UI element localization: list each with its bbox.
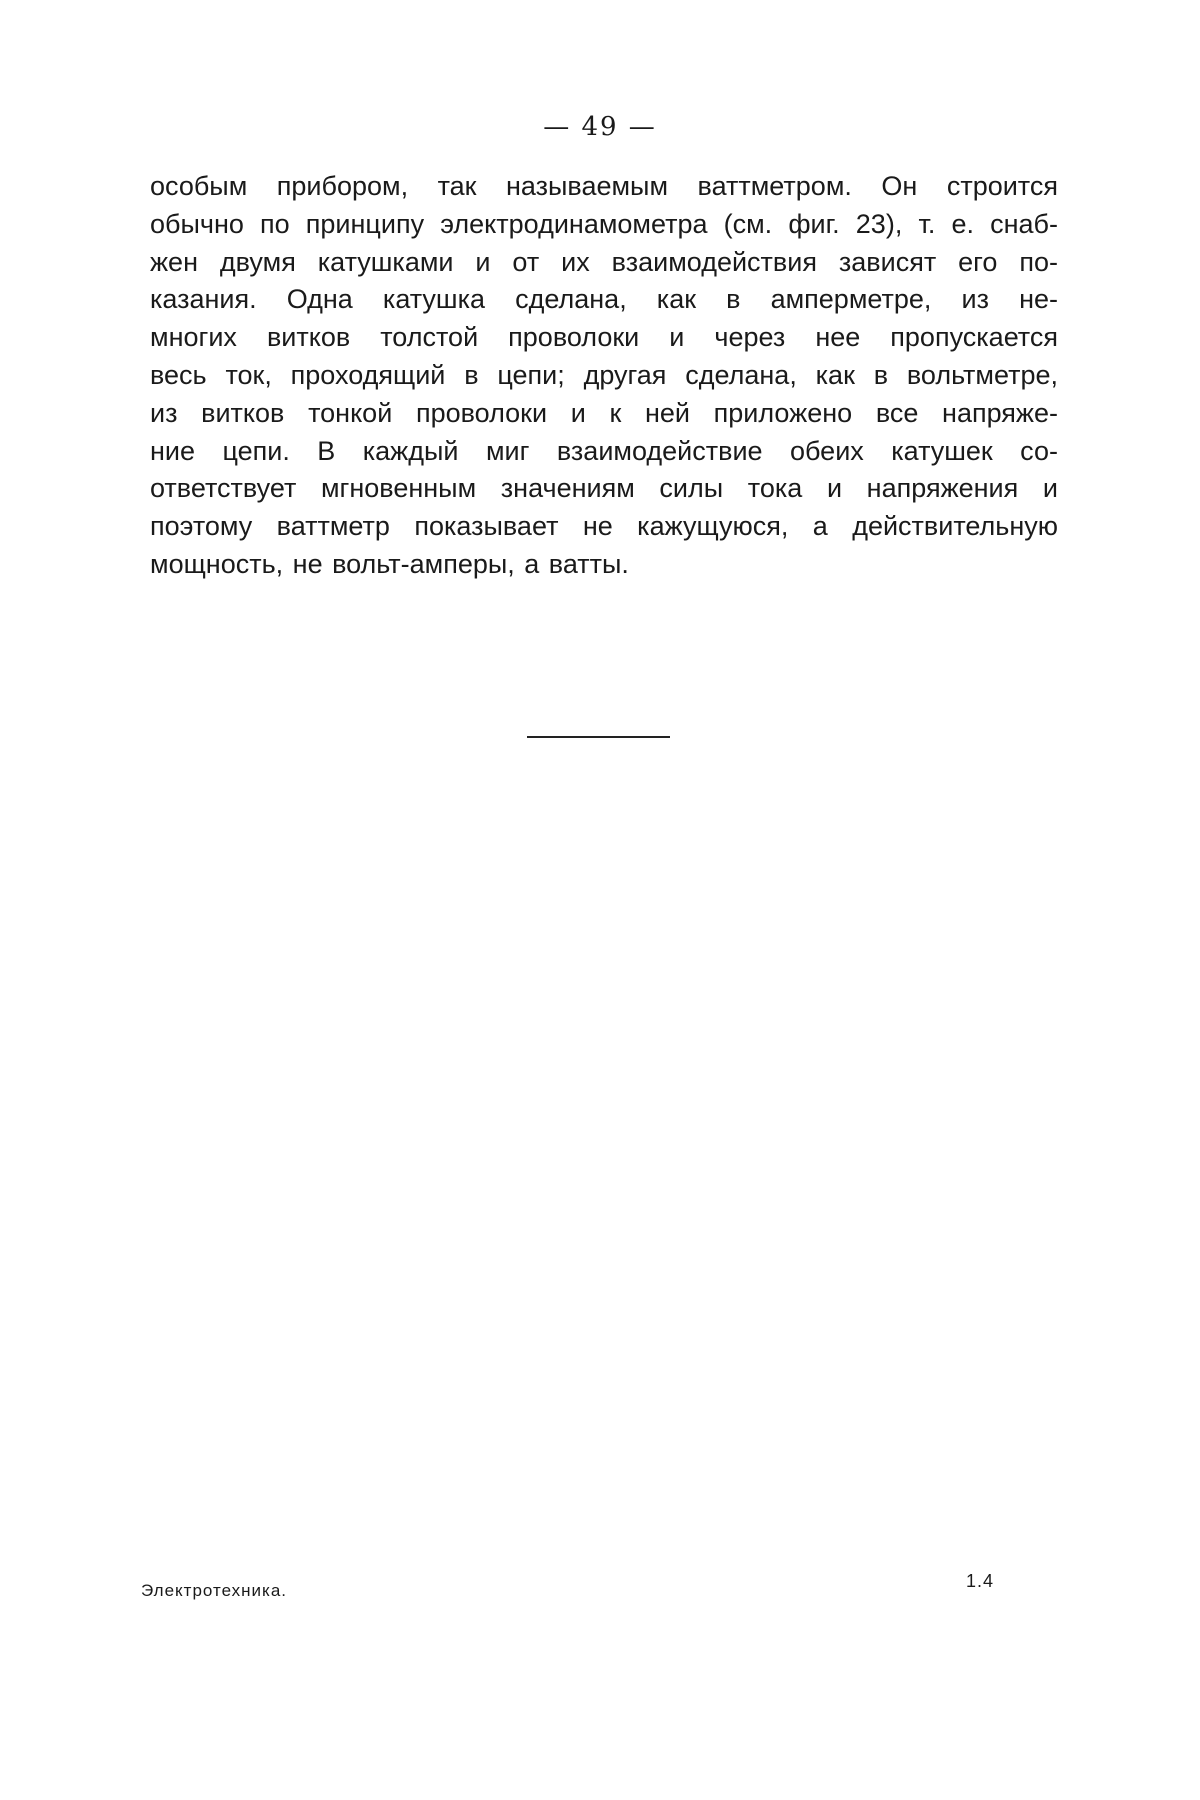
footer-book-title: Электротехника. bbox=[141, 1581, 288, 1600]
text-line: казания. Одна катушка сделана, как в амперметре, из не- bbox=[150, 284, 1058, 315]
text-line: ние цепи. В каждый миг взаимодействие обеих катушек со- bbox=[150, 435, 1058, 466]
text-line: весь ток, проходящий в цепи; другая сделана, как в вольтметре, bbox=[150, 359, 1058, 390]
text-line: мощность, не вольт-амперы, а ватты. bbox=[150, 548, 629, 579]
text-line: из витков тонкой проволоки и к ней приложено все напряже- bbox=[150, 397, 1058, 428]
body-paragraph bbox=[150, 168, 1058, 584]
page-number: — 49 — bbox=[543, 112, 657, 142]
section-end-rule bbox=[527, 736, 670, 738]
text-line: обычно по принципу электродинамометра (см. фиг. 23), т. е. снаб- bbox=[150, 208, 1058, 239]
footer-signature-mark: 1.4 bbox=[966, 1571, 995, 1591]
text-line: ответствует мгновенным значениям силы тока и напряжения и bbox=[150, 473, 1058, 504]
text-line: особым прибором, так называемым ваттметром. Он строится bbox=[150, 171, 1058, 201]
text-line: поэтому ваттметр показывает не кажущуюся, а действительную bbox=[150, 511, 1058, 542]
text-line: жен двумя катушками и от их взаимодействия зависят его по- bbox=[150, 246, 1058, 277]
text-line: многих витков толстой проволоки и через нее пропускается bbox=[150, 322, 1058, 353]
